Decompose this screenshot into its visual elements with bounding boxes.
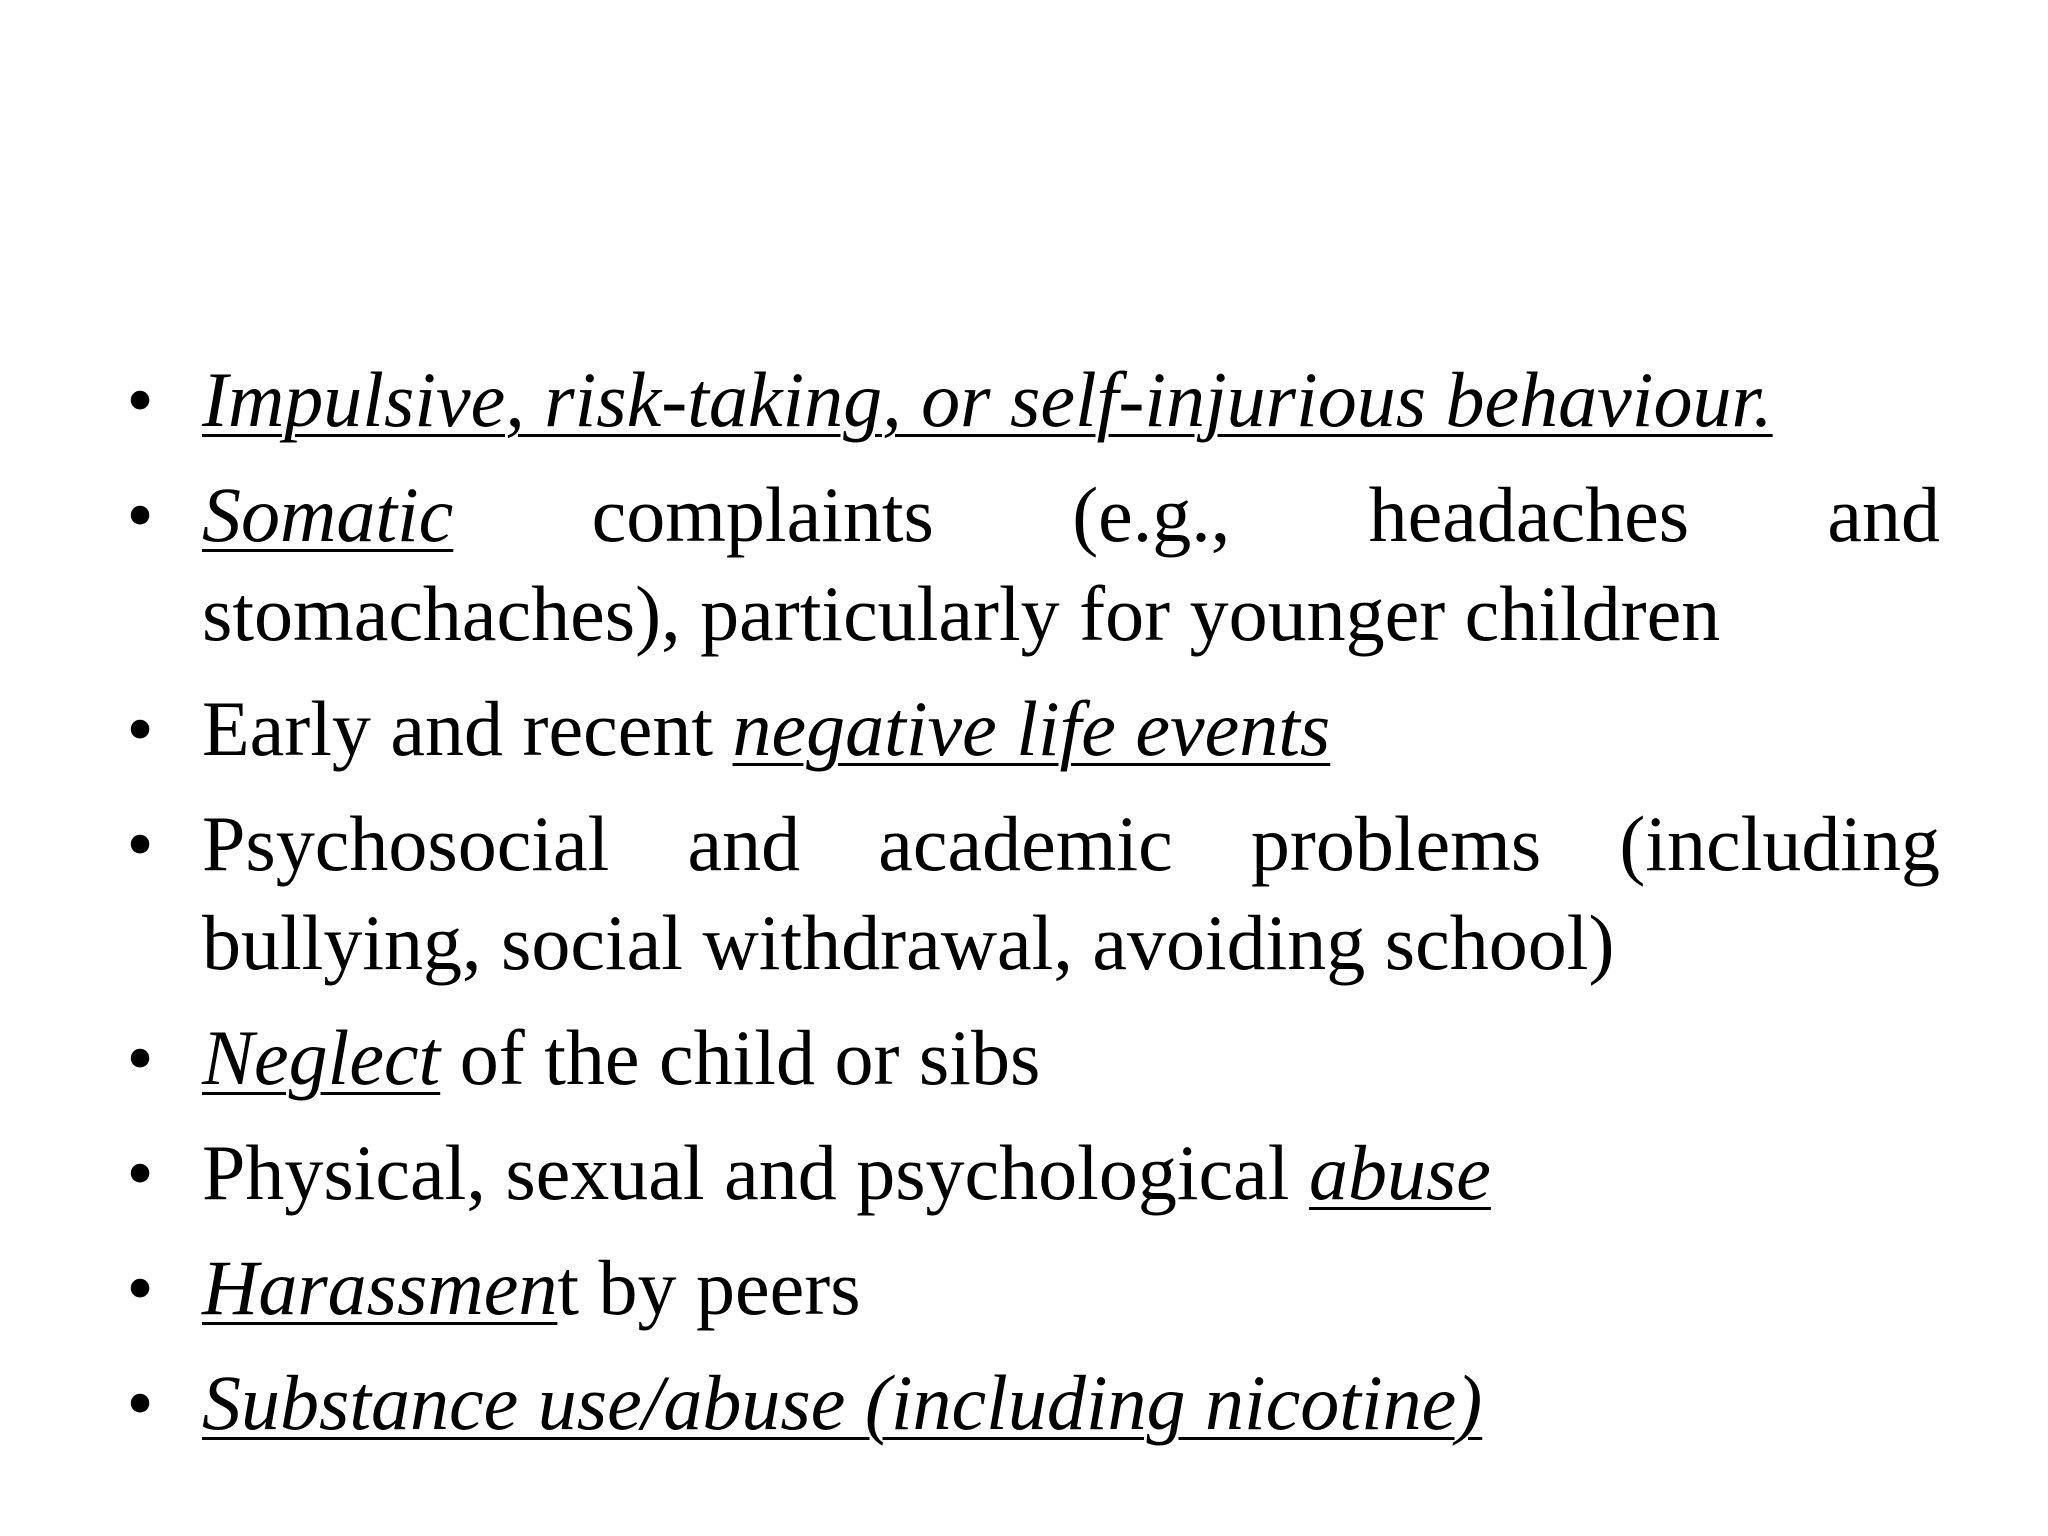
bullet-text-emphasis: Somatic xyxy=(202,471,454,558)
bullet-item-harassment xyxy=(120,1238,1940,1337)
bullet-dot: • xyxy=(126,471,154,558)
bullet-text-emphasis: Harassmen xyxy=(202,1244,558,1331)
bullet-text-emphasis: abuse xyxy=(1308,1129,1491,1216)
bullet-item-abuse xyxy=(120,1123,1940,1222)
bullet-dot: • xyxy=(126,1244,154,1331)
bullet-dot: • xyxy=(126,1359,154,1446)
bullet-item-psychosocial xyxy=(120,794,1940,992)
bullet-item-somatic xyxy=(120,465,1940,663)
bullet-list xyxy=(120,350,1940,1468)
bullet-dot: • xyxy=(126,356,154,443)
bullet-text: of the child or sibs xyxy=(440,1014,1041,1101)
bullet-item-substance xyxy=(120,1353,1940,1452)
bullet-text-emphasis: Impulsive, risk-taking, or self-injurious behaviour. xyxy=(202,356,1773,443)
bullet-text: complaints (e.g., headaches and stomachaches), particularly for younger children xyxy=(202,471,1940,657)
bullet-text-emphasis: Neglect xyxy=(202,1014,441,1101)
bullet-text-emphasis: Substance use/abuse (including nicotine) xyxy=(202,1359,1483,1446)
bullet-text: Physical, sexual and psychological xyxy=(202,1129,1309,1216)
bullet-text: t by peers xyxy=(557,1244,861,1331)
bullet-dot: • xyxy=(126,800,154,887)
bullet-item-life-events xyxy=(120,679,1940,778)
bullet-item-neglect xyxy=(120,1008,1940,1107)
bullet-item-impulsive xyxy=(120,350,1940,449)
bullet-dot: • xyxy=(126,1129,154,1216)
bullet-dot: • xyxy=(126,685,154,772)
bullet-text: Early and recent xyxy=(202,685,733,772)
bullet-text-emphasis: negative life events xyxy=(732,685,1331,772)
bullet-dot: • xyxy=(126,1014,154,1101)
bullet-text: Psychosocial and academic problems (including bullying, social withdrawal, avoiding school) xyxy=(202,800,1940,986)
